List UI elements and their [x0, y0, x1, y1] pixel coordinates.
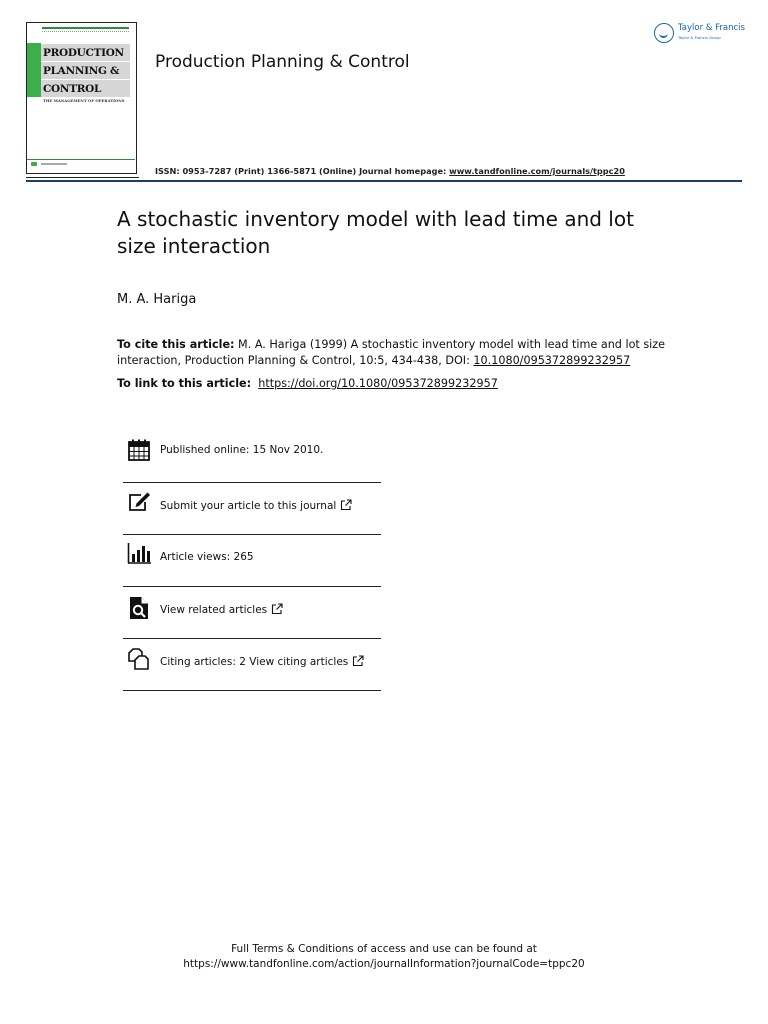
citing-label: Citing articles: 2 View citing articles — [160, 656, 349, 668]
cover-bottom-rule — [27, 159, 135, 160]
publisher-group: Taylor & Francis Group — [678, 35, 721, 40]
related-item[interactable] — [123, 587, 381, 639]
article-metadata-list — [123, 428, 381, 691]
submit-label: Submit your article to this journal — [160, 500, 337, 512]
issn-line — [155, 166, 625, 176]
publisher-logo-icon — [654, 23, 674, 43]
citation-block — [117, 337, 677, 368]
cover-top-rule — [42, 27, 129, 29]
related-articles-link[interactable] — [160, 603, 283, 616]
related-label: View related articles — [160, 604, 268, 616]
citing-articles-icon — [127, 647, 151, 671]
cite-doi-link[interactable]: 10.1080/095372899232957 — [473, 353, 631, 367]
citing-item[interactable] — [123, 639, 381, 691]
journal-homepage-link[interactable]: www.tandfonline.com/journals/tppc20 — [449, 166, 625, 176]
views-item — [123, 535, 381, 587]
footer-terms-link[interactable]: https://www.tandfonline.com/action/journalInformation?journalCode=tppc20 — [183, 958, 585, 970]
cover-green-bar — [27, 43, 41, 97]
bar-chart-icon — [127, 541, 151, 565]
journal-title[interactable]: Production Planning & Control — [155, 52, 410, 72]
external-link-icon — [271, 603, 283, 615]
cover-publisher-logo — [31, 162, 37, 166]
external-link-icon — [340, 499, 352, 511]
issn-text: ISSN: 0953-7287 (Print) 1366-5871 (Online) Journal homepage: — [155, 166, 450, 176]
header-divider — [26, 180, 742, 182]
link-label: To link to this article: — [117, 377, 252, 390]
cite-text: M. A. Hariga (1999) A stochastic inventory model with lead time and lot size interaction, Production Planning & Control, 10:5, 434-438, DOI: — [117, 338, 666, 367]
article-author: M. A. Hariga — [117, 292, 197, 307]
footer-terms-text: Full Terms & Conditions of access and use can be found at — [231, 943, 537, 955]
external-link-icon — [352, 655, 364, 667]
calendar-icon — [127, 438, 151, 462]
publisher-name: Taylor & Francis — [678, 23, 745, 33]
article-views: Article views: 265 — [160, 551, 254, 563]
footer — [0, 942, 768, 972]
edit-icon — [127, 491, 151, 515]
submit-article-link[interactable] — [160, 499, 352, 512]
cover-title-line: PRODUCTION — [43, 47, 124, 59]
cover-title-line: PLANNING & — [43, 65, 120, 77]
article-title: A stochastic inventory model with lead time and lot size interaction — [117, 207, 634, 258]
publisher-logo[interactable] — [654, 22, 746, 46]
article-link-block — [117, 377, 498, 390]
cover-subtitle: THE MANAGEMENT OF OPERATIONS — [43, 98, 125, 103]
submit-item[interactable] — [123, 483, 381, 535]
cover-issue-line — [42, 31, 129, 34]
cover-title-line: CONTROL — [43, 83, 102, 95]
published-item — [123, 428, 381, 483]
cover-underline — [26, 177, 139, 178]
article-doi-link[interactable]: https://doi.org/10.1080/095372899232957 — [258, 377, 498, 390]
cover-publisher-text — [41, 163, 67, 165]
published-date: Published online: 15 Nov 2010. — [160, 444, 324, 456]
journal-cover-image — [26, 22, 137, 174]
cite-label: To cite this article: — [117, 338, 235, 351]
related-articles-icon — [127, 596, 151, 620]
cover-title — [43, 44, 133, 98]
citing-articles-link[interactable] — [160, 655, 364, 668]
